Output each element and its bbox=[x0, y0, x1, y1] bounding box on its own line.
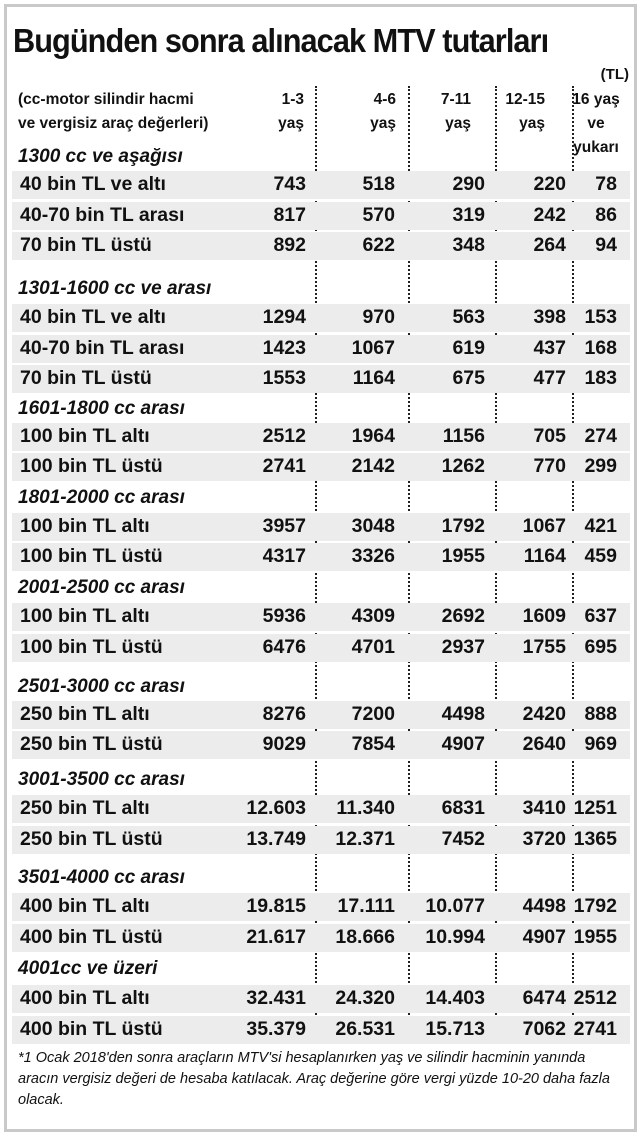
table-cell-col-4: 264 bbox=[533, 234, 566, 256]
table-cell-col-5: 1251 bbox=[573, 797, 617, 819]
table-cell-col-2: 7200 bbox=[351, 703, 395, 725]
table-cell-col-1: 21.617 bbox=[246, 926, 306, 948]
table-cell-col-5: 1365 bbox=[573, 828, 617, 850]
table-cell-col-4: 3720 bbox=[522, 828, 566, 850]
table-cell-col-3: 1955 bbox=[441, 545, 485, 567]
row-label: 70 bin TL üstü bbox=[20, 234, 152, 256]
row-label: 400 bin TL üstü bbox=[20, 1018, 163, 1040]
table-cell-col-5: 459 bbox=[584, 545, 617, 567]
table-cell-col-4: 4907 bbox=[522, 926, 566, 948]
table-cell-col-3: 7452 bbox=[441, 828, 485, 850]
table-cell-col-2: 518 bbox=[362, 173, 395, 195]
table-cell-col-4: 2640 bbox=[522, 733, 566, 755]
table-cell-col-2: 12.371 bbox=[335, 828, 395, 850]
table-cell-col-3: 14.403 bbox=[425, 987, 485, 1009]
row-label: 400 bin TL altı bbox=[20, 987, 150, 1009]
row-label: 400 bin TL üstü bbox=[20, 926, 163, 948]
table-cell-col-3: 2692 bbox=[441, 605, 485, 627]
table-cell-col-5: 2741 bbox=[573, 1018, 617, 1040]
table-cell-col-3: 319 bbox=[452, 204, 485, 226]
column-header-4-line2: yaş bbox=[519, 115, 545, 132]
table-cell-col-1: 743 bbox=[273, 173, 306, 195]
column-header-5-line1: 16 yaş bbox=[572, 91, 620, 108]
table-cell-col-1: 892 bbox=[273, 234, 306, 256]
table-cell-col-4: 437 bbox=[533, 337, 566, 359]
section-title: 1801-2000 cc arası bbox=[18, 487, 185, 508]
table-cell-col-4: 2420 bbox=[522, 703, 566, 725]
table-cell-col-2: 7854 bbox=[351, 733, 395, 755]
table-cell-col-2: 622 bbox=[362, 234, 395, 256]
section-title: 3501-4000 cc arası bbox=[18, 867, 185, 888]
row-label: 100 bin TL altı bbox=[20, 605, 150, 627]
table-cell-col-1: 1553 bbox=[262, 367, 306, 389]
column-header-4 bbox=[505, 88, 545, 136]
column-header-5 bbox=[566, 88, 626, 160]
row-label: 100 bin TL üstü bbox=[20, 636, 163, 658]
table-cell-col-2: 4701 bbox=[351, 636, 395, 658]
footnote: *1 Ocak 2018'den sonra araçların MTV'si hesaplanırken yaş ve silindir hacminin yanında aracın vergisiz değeri de hesaba katılacak. Araç değerine göre vergi yüzde 10-20 daha fazla olacak. bbox=[18, 1050, 610, 1108]
row-label: 100 bin TL üstü bbox=[20, 455, 163, 477]
table-cell-col-5: 153 bbox=[584, 306, 617, 328]
row-header-caption-line1: (cc-motor silindir hacmi bbox=[18, 91, 194, 108]
table-cell-col-1: 13.749 bbox=[246, 828, 306, 850]
table-cell-col-1: 5936 bbox=[262, 605, 306, 627]
column-header-1-line2: yaş bbox=[278, 115, 304, 132]
table-cell-col-3: 10.077 bbox=[425, 895, 485, 917]
table-cell-col-1: 817 bbox=[273, 204, 306, 226]
table-cell-col-3: 4498 bbox=[441, 703, 485, 725]
column-header-2 bbox=[370, 88, 396, 136]
table-cell-col-4: 398 bbox=[533, 306, 566, 328]
table-cell-col-3: 563 bbox=[452, 306, 485, 328]
table-cell-col-1: 35.379 bbox=[246, 1018, 306, 1040]
table-cell-col-4: 3410 bbox=[522, 797, 566, 819]
table-cell-col-5: 94 bbox=[595, 234, 617, 256]
table-cell-col-5: 2512 bbox=[573, 987, 617, 1009]
table-cell-col-3: 1792 bbox=[441, 515, 485, 537]
table-cell-col-1: 4317 bbox=[262, 545, 306, 567]
table-cell-col-5: 637 bbox=[584, 605, 617, 627]
table-cell-col-2: 1164 bbox=[352, 367, 395, 389]
table-cell-col-2: 3326 bbox=[351, 545, 395, 567]
table-cell-col-4: 770 bbox=[533, 455, 566, 477]
table-cell-col-1: 8276 bbox=[262, 703, 306, 725]
table-cell-col-4: 477 bbox=[533, 367, 566, 389]
column-header-5-line2: ve bbox=[587, 115, 605, 132]
table-cell-col-4: 7062 bbox=[522, 1018, 566, 1040]
table-cell-col-4: 4498 bbox=[522, 895, 566, 917]
row-label: 40-70 bin TL arası bbox=[20, 204, 185, 226]
table-cell-col-1: 6476 bbox=[262, 636, 306, 658]
section-title: 3001-3500 cc arası bbox=[18, 769, 185, 790]
table-cell-col-2: 1964 bbox=[351, 425, 395, 447]
section-title: 4001cc ve üzeri bbox=[18, 958, 158, 979]
table-cell-col-2: 26.531 bbox=[335, 1018, 395, 1040]
column-header-2-line1: 4-6 bbox=[373, 91, 396, 108]
row-label: 40 bin TL ve altı bbox=[20, 173, 166, 195]
column-header-3-line1: 7-11 bbox=[440, 91, 471, 108]
table-cell-col-2: 11.340 bbox=[336, 797, 395, 819]
row-label: 400 bin TL altı bbox=[20, 895, 150, 917]
table-cell-col-5: 299 bbox=[584, 455, 617, 477]
table-cell-col-2: 1067 bbox=[351, 337, 395, 359]
section-title: 2001-2500 cc arası bbox=[18, 577, 185, 598]
column-header-4-line1: 12-15 bbox=[505, 91, 545, 108]
table-cell-col-2: 17.111 bbox=[337, 895, 395, 917]
column-header-1-line1: 1-3 bbox=[281, 91, 304, 108]
table-cell-col-3: 2937 bbox=[441, 636, 485, 658]
table-cell-col-5: 183 bbox=[584, 367, 617, 389]
table-cell-col-3: 4907 bbox=[441, 733, 485, 755]
table-cell-col-4: 1067 bbox=[522, 515, 566, 537]
row-header-caption-line2: ve vergisiz araç değerleri) bbox=[18, 115, 209, 132]
table-cell-col-5: 695 bbox=[584, 636, 617, 658]
table-cell-col-5: 421 bbox=[584, 515, 617, 537]
table-cell-col-1: 1423 bbox=[262, 337, 306, 359]
row-label: 70 bin TL üstü bbox=[20, 367, 152, 389]
table-cell-col-5: 969 bbox=[584, 733, 617, 755]
table-cell-col-2: 970 bbox=[362, 306, 395, 328]
section-title: 1300 cc ve aşağısı bbox=[18, 146, 183, 167]
table-cell-col-4: 1755 bbox=[522, 636, 566, 658]
table-cell-col-5: 1955 bbox=[573, 926, 617, 948]
table-cell-col-1: 3957 bbox=[262, 515, 306, 537]
table-cell-col-2: 18.666 bbox=[335, 926, 395, 948]
row-label: 100 bin TL üstü bbox=[20, 545, 163, 567]
table-cell-col-3: 619 bbox=[452, 337, 485, 359]
table-cell-col-2: 570 bbox=[362, 204, 395, 226]
table-cell-col-1: 12.603 bbox=[246, 797, 306, 819]
table-cell-col-1: 2512 bbox=[262, 425, 306, 447]
table-cell-col-5: 86 bbox=[595, 204, 617, 226]
table-cell-col-1: 32.431 bbox=[246, 987, 306, 1009]
row-label: 100 bin TL altı bbox=[20, 425, 150, 447]
table-cell-col-3: 1262 bbox=[441, 455, 485, 477]
table-cell-col-5: 78 bbox=[595, 173, 617, 195]
table-cell-col-1: 19.815 bbox=[246, 895, 306, 917]
table-cell-col-5: 168 bbox=[584, 337, 617, 359]
section-title: 2501-3000 cc arası bbox=[18, 676, 185, 697]
table-cell-col-3: 10.994 bbox=[425, 926, 485, 948]
unit-label: (TL) bbox=[600, 66, 629, 83]
column-header-5-line3: yukarı bbox=[573, 139, 619, 156]
table-cell-col-4: 6474 bbox=[522, 987, 566, 1009]
table-cell-col-3: 290 bbox=[452, 173, 485, 195]
column-header-2-line2: yaş bbox=[370, 115, 396, 132]
table-cell-col-5: 274 bbox=[584, 425, 617, 447]
section-title: 1601-1800 cc arası bbox=[18, 398, 185, 419]
table-cell-col-4: 705 bbox=[533, 425, 566, 447]
table-cell-col-2: 3048 bbox=[351, 515, 395, 537]
page-title: Bugünden sonra alınacak MTV tutarları bbox=[13, 22, 549, 59]
table-cell-col-2: 24.320 bbox=[335, 987, 395, 1009]
table-cell-col-5: 1792 bbox=[573, 895, 617, 917]
table-cell-col-4: 1609 bbox=[522, 605, 566, 627]
table-cell-col-4: 1164 bbox=[523, 545, 566, 567]
table-cell-col-1: 9029 bbox=[262, 733, 306, 755]
table-cell-col-4: 220 bbox=[533, 173, 566, 195]
row-label: 250 bin TL üstü bbox=[20, 828, 163, 850]
table-cell-col-3: 6831 bbox=[441, 797, 485, 819]
table-cell-col-3: 675 bbox=[452, 367, 485, 389]
row-label: 250 bin TL üstü bbox=[20, 733, 163, 755]
column-header-3-line2: yaş bbox=[445, 115, 471, 132]
column-header-3 bbox=[441, 88, 471, 136]
table-cell-col-2: 4309 bbox=[351, 605, 395, 627]
table-cell-col-1: 2741 bbox=[262, 455, 306, 477]
row-label: 40 bin TL ve altı bbox=[20, 306, 166, 328]
row-header-caption bbox=[18, 88, 208, 136]
row-label: 100 bin TL altı bbox=[20, 515, 150, 537]
table-cell-col-3: 15.713 bbox=[425, 1018, 485, 1040]
table-cell-col-3: 1156 bbox=[442, 425, 485, 447]
row-label: 250 bin TL altı bbox=[20, 797, 150, 819]
column-header-1 bbox=[278, 88, 304, 136]
table-cell-col-3: 348 bbox=[452, 234, 485, 256]
table-cell-col-4: 242 bbox=[533, 204, 566, 226]
section-title: 1301-1600 cc ve arası bbox=[18, 278, 212, 299]
row-label: 250 bin TL altı bbox=[20, 703, 150, 725]
table-cell-col-5: 888 bbox=[584, 703, 617, 725]
row-label: 40-70 bin TL arası bbox=[20, 337, 185, 359]
table-cell-col-1: 1294 bbox=[262, 306, 306, 328]
table-cell-col-2: 2142 bbox=[351, 455, 395, 477]
